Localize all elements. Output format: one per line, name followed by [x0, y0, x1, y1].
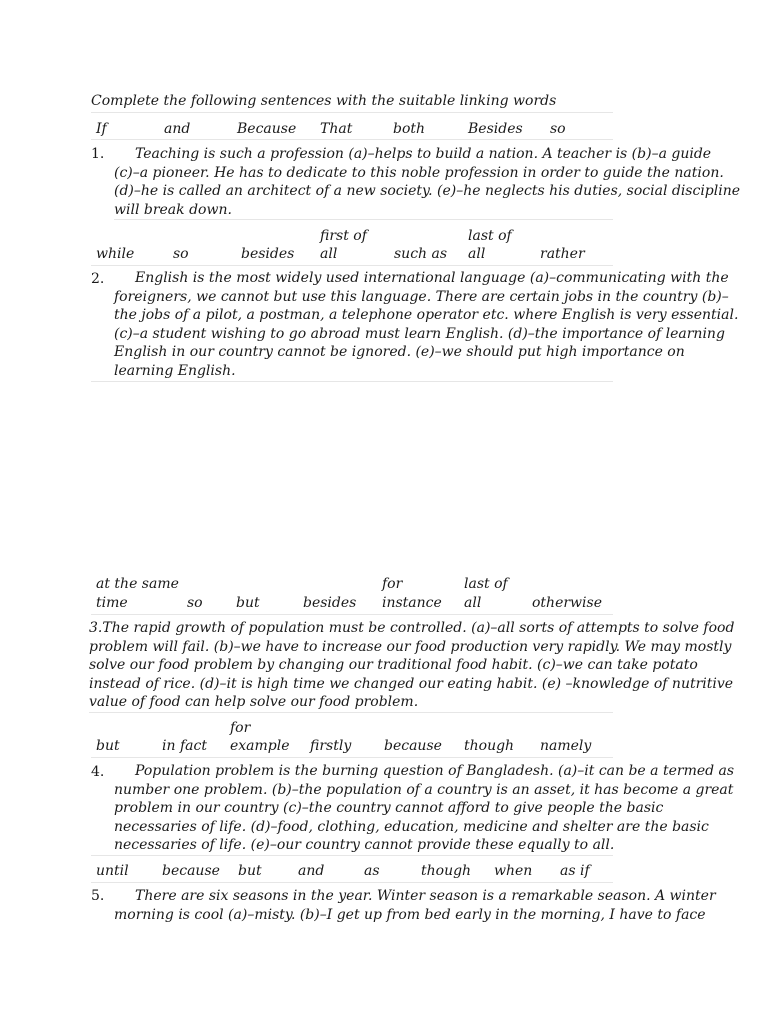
word-bank-item: for [230, 720, 251, 736]
word-bank-item: If [96, 121, 107, 137]
text-line: instead of rice. (d)–it is high time we changed our eating habit. (e) –knowledge of nutritive [89, 675, 734, 692]
word-bank-item: because [384, 738, 442, 754]
word-bank-item: all [320, 246, 338, 262]
page-title: Complete the following sentences with the suitable linking words [91, 93, 557, 109]
word-bank-item: but [236, 595, 260, 611]
text-line: foreigners, we cannot but use this language. There are certain jobs in the country (b)– [114, 288, 729, 305]
text-line: 3.The rapid growth of population must be controlled. (a)–all sorts of attempts to solve food [89, 620, 735, 636]
text-line: Teaching is such a profession (a)–helps to build a nation. A teacher is (b)–a guide [135, 146, 712, 162]
word-bank-item: all [464, 595, 482, 611]
word-bank-item: and [164, 121, 191, 137]
question-number: 1. [91, 146, 105, 162]
word-bank-item: last of [468, 228, 512, 244]
word-bank-item: as [364, 863, 380, 879]
divider [91, 614, 613, 615]
word-bank-item: until [96, 863, 129, 879]
word-bank-item: but [238, 863, 262, 879]
text-line: English in our country cannot be ignored. (e)–we should put high importance on [114, 344, 685, 360]
divider [91, 381, 613, 382]
divider [114, 219, 613, 220]
word-bank-item: namely [540, 738, 592, 754]
word-bank-item: last of [464, 576, 508, 592]
text-line: problem will fail. (b)–we have to increase our food production very rapidly. We may mostly [89, 638, 732, 655]
question-2-text [114, 269, 738, 380]
text-line: the jobs of a pilot, a postman, a telephone operator etc. where English is very essential. [114, 307, 739, 323]
word-bank-item: so [173, 246, 189, 262]
word-bank-item: besides [241, 246, 295, 262]
text-line: necessaries of life. (d)–food, clothing, education, medicine and shelter are the basic [114, 818, 709, 835]
divider [89, 712, 613, 713]
question-5-text [114, 887, 716, 924]
word-bank-item: besides [303, 595, 357, 611]
word-bank-item: such as [394, 246, 448, 262]
word-bank-item: in fact [162, 738, 207, 754]
text-line: value of food can help solve our food problem. [89, 694, 419, 710]
text-line: (c)–a student wishing to go abroad must learn English. (d)–the importance of learning [114, 325, 725, 342]
text-line: problem in our country (c)–the country cannot afford to give people the basic [114, 800, 664, 816]
word-bank-item: and [298, 863, 325, 879]
divider [91, 139, 613, 140]
word-bank-item: Besides [468, 121, 523, 137]
text-line: learning English. [114, 362, 236, 379]
word-bank-item: both [393, 121, 426, 137]
divider [91, 757, 613, 758]
text-line: solve our food problem by changing our traditional food habit. (c)–we can take potato [89, 657, 698, 673]
word-bank-item: though [421, 863, 472, 879]
text-line: There are six seasons in the year. Winter season is a remarkable season. A winter [135, 888, 716, 904]
word-bank-item: instance [382, 595, 442, 611]
word-bank-item: Because [237, 121, 297, 137]
question-number: 2. [91, 271, 105, 287]
text-line: morning is cool (a)–misty. (b)–I get up from bed early in the morning, I have to face [114, 906, 706, 923]
divider [91, 855, 613, 856]
text-line: will break down. [114, 201, 232, 218]
text-line: (d)–he is called an architect of a new society. (e)–he neglects his duties, social discipline [114, 183, 741, 199]
question-number: 5. [91, 888, 105, 904]
word-bank-item: as if [560, 863, 590, 879]
divider [91, 882, 613, 883]
question-4-text [114, 762, 734, 855]
text-line: Population problem is the burning question of Bangladesh. (a)–it can be a termed as [135, 763, 735, 779]
word-bank-item: rather [540, 246, 585, 262]
text-line: English is the most widely used international language (a)–communicating with the [135, 270, 729, 286]
word-bank-item: all [468, 246, 486, 262]
word-bank-item: firstly [310, 738, 352, 754]
word-bank-item: That [320, 121, 353, 137]
word-bank-item: for [382, 576, 403, 592]
word-bank-item: so [187, 595, 203, 611]
word-bank-item: though [464, 738, 515, 754]
divider [91, 265, 613, 266]
text-line: necessaries of life. (e)–our country cannot provide these equally to all. [114, 837, 615, 853]
word-bank-item: at the same [96, 576, 179, 592]
word-bank-item: while [96, 246, 135, 262]
divider [91, 112, 613, 113]
text-line: number one problem. (b)–the population of a country is an asset, it has become a great [114, 781, 734, 798]
word-bank-item: because [162, 863, 220, 879]
question-number: 4. [91, 764, 105, 780]
word-bank-item: when [494, 863, 533, 879]
word-bank-item: but [96, 738, 120, 754]
word-bank-item: time [96, 595, 128, 611]
text-line: (c)–a pioneer. He has to dedicate to this noble profession in order to guide the nation. [114, 164, 724, 181]
question-3-text [89, 619, 734, 712]
word-bank-item: so [550, 121, 566, 137]
word-bank-item: example [230, 738, 290, 754]
word-bank-item: first of [320, 228, 367, 244]
question-1-text [114, 145, 740, 219]
word-bank-item: otherwise [532, 595, 602, 611]
